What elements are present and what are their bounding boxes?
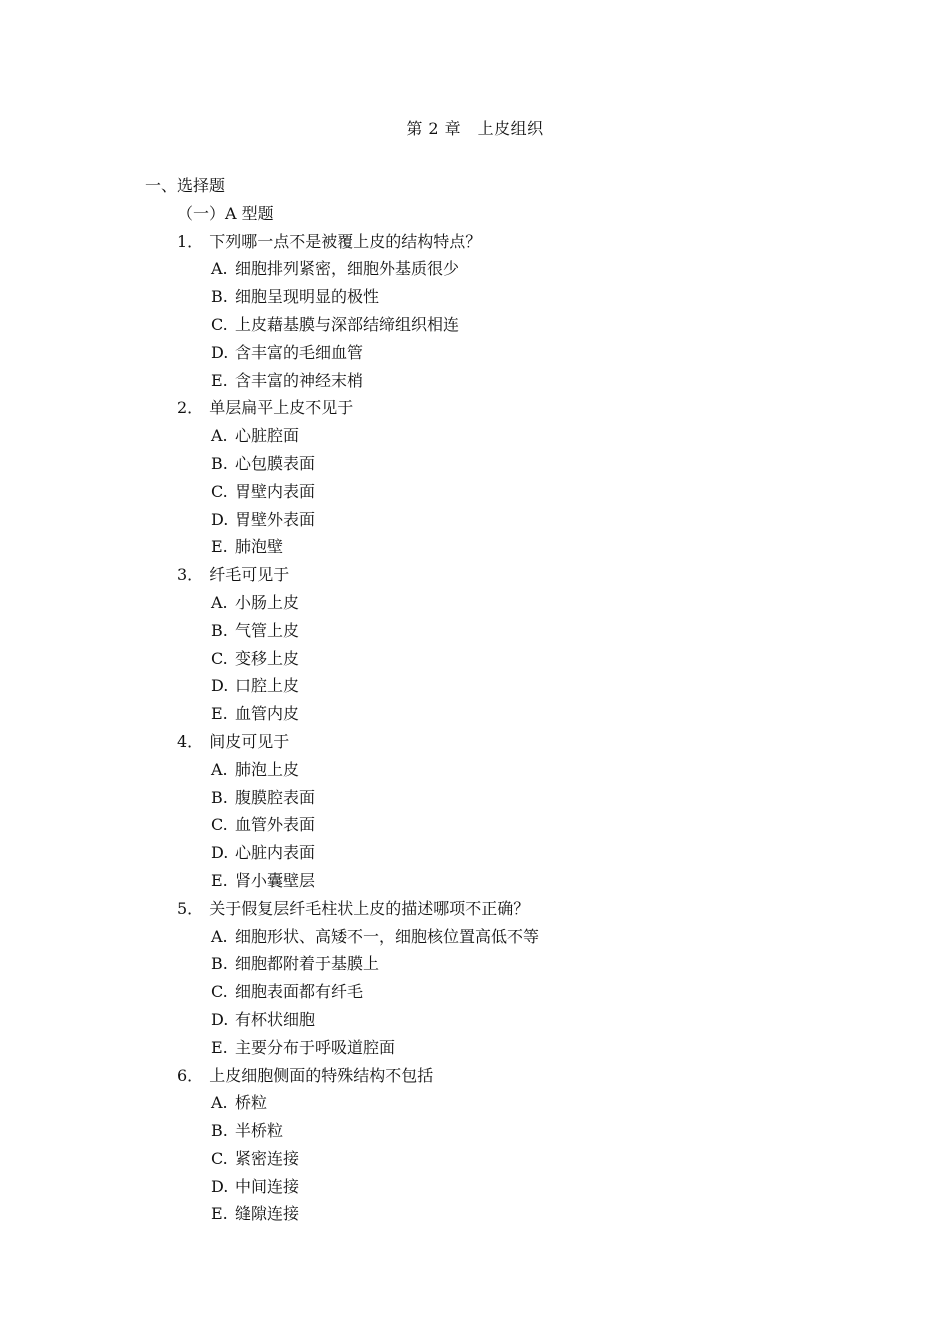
option-text: 气管上皮 [235,620,300,640]
question-6 [145,1062,845,1229]
question-1 [145,228,845,395]
question-number: 5． [177,898,204,918]
question-number: 2． [177,398,204,418]
option-text: 中间连接 [235,1176,300,1196]
option-text: 细胞呈现明显的极性 [235,287,380,307]
option-letter: E. [211,1037,228,1057]
option-text: 血管外表面 [235,815,316,835]
option-letter: C. [211,815,228,835]
answer-option [145,867,845,895]
question-number: 4． [177,731,204,751]
question-2 [145,394,845,561]
option-letter: E. [211,1204,228,1224]
question-5 [145,895,845,1062]
question-stem [145,561,845,589]
option-text: 心脏腔面 [235,426,300,446]
question-text: 纤毛可见于 [209,565,290,585]
question-stem [145,895,845,923]
answer-option [145,756,845,784]
option-text: 细胞排列紧密，细胞外基质很少 [235,259,460,279]
option-letter: E. [211,870,228,890]
question-number: 3． [177,565,204,585]
question-stem [145,394,845,422]
answer-option [145,1145,845,1173]
option-text: 有杯状细胞 [235,1009,316,1029]
option-letter: D. [211,1009,229,1029]
option-text: 上皮藉基膜与深部结缔组织相连 [235,314,460,334]
answer-option [145,339,845,367]
option-letter: D. [211,342,229,362]
option-letter: A. [211,926,228,946]
option-letter: A. [211,426,228,446]
answer-option [145,283,845,311]
question-text: 关于假复层纤毛柱状上皮的描述哪项不正确？ [209,898,530,918]
subsection-heading: （一）A 型题 [177,203,274,223]
option-letter: E. [211,704,228,724]
option-letter: C. [211,1148,228,1168]
option-text: 腹膜腔表面 [235,787,316,807]
option-letter: A. [211,759,228,779]
option-text: 主要分布于呼吸道腔面 [235,1037,396,1057]
question-number: 6． [177,1065,204,1085]
option-letter: A. [211,592,228,612]
question-text: 间皮可见于 [209,731,290,751]
answer-option [145,700,845,728]
question-number: 1． [177,231,204,251]
option-text: 细胞都附着于基膜上 [235,954,380,974]
answer-option [145,367,845,395]
option-text: 心脏内表面 [235,843,316,863]
option-text: 半桥粒 [235,1121,284,1141]
answer-option [145,1200,845,1228]
chapter-title: 第 2 章 上皮组织 [406,119,544,138]
option-text: 紧密连接 [235,1148,300,1168]
answer-option [145,1089,845,1117]
option-letter: B. [211,954,228,974]
answer-option [145,811,845,839]
answer-option [145,923,845,951]
option-letter: D. [211,676,229,696]
option-text: 变移上皮 [235,648,300,668]
question-text: 上皮细胞侧面的特殊结构不包括 [209,1065,434,1085]
question-text: 下列哪一点不是被覆上皮的结构特点？ [209,231,482,251]
answer-option [145,311,845,339]
answer-option [145,1006,845,1034]
option-letter: C. [211,481,228,501]
answer-option [145,950,845,978]
option-text: 小肠上皮 [235,592,300,612]
option-text: 缝隙连接 [235,1204,300,1224]
answer-option [145,645,845,673]
answer-option [145,617,845,645]
option-letter: D. [211,843,229,863]
option-text: 心包膜表面 [235,453,316,473]
option-text: 血管内皮 [235,704,300,724]
option-letter: E. [211,370,228,390]
question-4 [145,728,845,895]
question-list [145,228,845,1229]
option-letter: B. [211,787,228,807]
option-letter: C. [211,982,228,1002]
option-letter: E. [211,537,228,557]
question-stem [145,228,845,256]
answer-option [145,1173,845,1201]
option-text: 肺泡上皮 [235,759,300,779]
option-letter: B. [211,1121,228,1141]
answer-option [145,1034,845,1062]
answer-option [145,839,845,867]
answer-option [145,478,845,506]
answer-option [145,533,845,561]
option-text: 含丰富的神经末梢 [235,370,364,390]
answer-option [145,450,845,478]
question-text: 单层扁平上皮不见于 [209,398,354,418]
question-3 [145,561,845,728]
option-letter: B. [211,453,228,473]
option-letter: B. [211,620,228,640]
answer-option [145,255,845,283]
option-text: 肾小囊壁层 [235,870,316,890]
answer-option [145,978,845,1006]
option-letter: A. [211,259,228,279]
answer-option [145,784,845,812]
answer-option [145,506,845,534]
question-stem [145,1062,845,1090]
answer-option [145,672,845,700]
option-text: 桥粒 [235,1093,268,1113]
option-text: 含丰富的毛细血管 [235,342,364,362]
answer-option [145,589,845,617]
option-text: 口腔上皮 [235,676,300,696]
option-letter: D. [211,1176,229,1196]
option-text: 胃壁内表面 [235,481,316,501]
answer-option [145,1117,845,1145]
option-letter: A. [211,1093,228,1113]
option-text: 细胞表面都有纤毛 [235,982,364,1002]
question-stem [145,728,845,756]
option-text: 胃壁外表面 [235,509,316,529]
option-text: 细胞形状、高矮不一，细胞核位置高低不等 [235,926,540,946]
document-content [145,172,845,1228]
option-text: 肺泡壁 [235,537,284,557]
option-letter: D. [211,509,229,529]
option-letter: B. [211,287,228,307]
section-heading: 一、选择题 [145,176,226,195]
option-letter: C. [211,648,228,668]
answer-option [145,422,845,450]
option-letter: C. [211,314,228,334]
